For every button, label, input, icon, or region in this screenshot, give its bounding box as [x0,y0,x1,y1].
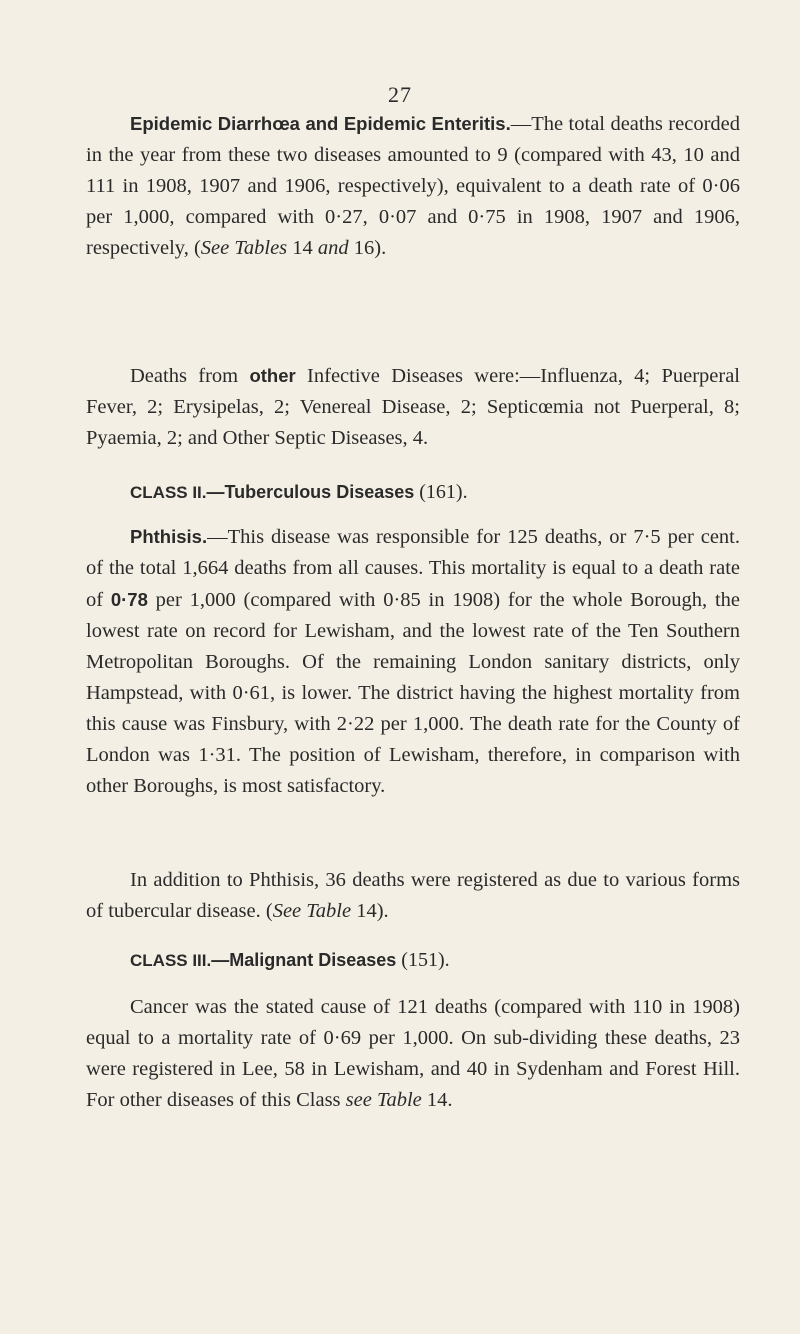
tubercular-table-reference: See Table [272,900,352,922]
tubercular-paragraph [86,865,740,927]
tubercular-reference-end: 14). [351,900,389,922]
tables-reference: See Tables [200,237,288,259]
phthisis-body-end: per 1,000 (compared with 0·85 in 1908) for the whole Borough, the lowest rate on record for Lewisham, and the lowest rate of the Ten Southern Metropolitan Boroughs. Of the remaining London sanitary districts, only Hampstead, with 0·61, is lower. The district having the highest mortality from this cause was Finsbury, with 2·22 per 1,000. The death rate for the County of London was 1·31. The position of Lewisham, therefore, in comparison with other Boroughs, is most satisfactory. [86,589,740,797]
epidemic-diarrhoea-heading: Epidemic Diarrhœa and Epidemic Enteritis. [130,113,511,134]
class-three-title: —Malignant Diseases [211,950,397,970]
epidemic-diarrhoea-paragraph [86,108,740,264]
class-two-title: —Tuberculous Diseases [206,482,415,502]
class-two-heading [130,477,750,508]
phthisis-heading: Phthisis. [130,526,208,547]
class-two-count: (161). [414,481,468,503]
other-bold-word: other [249,365,296,386]
cancer-table-reference: see Table [345,1089,422,1111]
cancer-reference-end: 14. [421,1089,453,1111]
phthisis-body-start: —This disease was responsible for 125 deaths, or 7·5 per cent. of the total 1,664 deaths from all causes. This mortality is equal to a death rate of [86,526,740,611]
class-three-heading [130,945,750,976]
tables-reference-and: and [317,237,349,259]
class-three-count: (151). [396,949,450,971]
other-infective-paragraph [86,360,740,454]
other-infective-body: Infective Diseases were:—Influenza, 4; Puerperal Fever, 2; Erysipelas, 2; Venereal Disease, 2; Septicœmia not Puerperal, 8; Pyaemia, 2; and Other Septic Diseases, 4. [86,365,740,449]
page-number: 27 [388,82,412,107]
epidemic-diarrhoea-body: —The total deaths recorded in the year from these two diseases amounted to 9 (compared with 43, 10 and 111 in 1908, 1907 and 1906, respectively), equivalent to a death rate of 0·06 per 1,000, compared with 0·27, 0·07 and 0·75 in 1908, 1907 and 1906, respectively, ( [86,113,740,259]
tubercular-body: In addition to Phthisis, 36 deaths were registered as due to various forms of tubercular disease. ( [86,869,740,922]
phthisis-rate: 0·78 [110,589,148,610]
other-infective-lead: Deaths from [130,365,250,387]
tables-reference-numbers: 14 [287,237,318,259]
class-two-label: CLASS II. [130,483,207,502]
cancer-body: Cancer was the stated cause of 121 deaths (compared with 110 in 1908) equal to a mortality rate of 0·69 per 1,000. On sub-dividing these deaths, 23 were registered in Lee, 58 in Lewisham, and 40 in Sydenham and Forest Hill. For other diseases of this Class [86,996,740,1111]
phthisis-paragraph [86,521,740,802]
class-three-label: CLASS III. [130,951,212,970]
tables-reference-end: 16). [348,237,387,259]
cancer-paragraph [86,992,740,1116]
